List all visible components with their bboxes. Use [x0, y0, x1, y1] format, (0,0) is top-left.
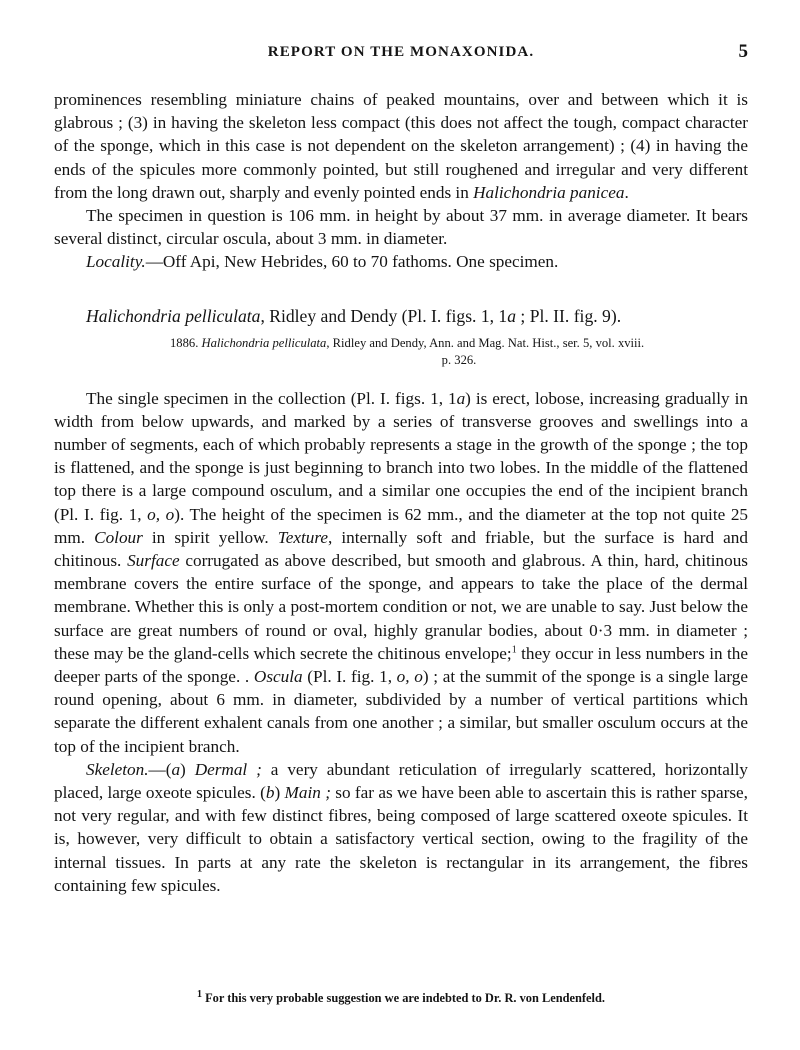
page-number: 5: [738, 41, 748, 62]
desc-s7: they occur in less numbers in the deeper parts of the sponge. .: [54, 643, 748, 687]
species-heading-name: Halichondria pelliculata: [86, 305, 261, 326]
skeleton-label: Skeleton.: [86, 759, 149, 779]
paragraph-specimen-size: The specimen in question is 106 mm. in height by about 37 mm. in average diameter. It bears several distinct, circular oscula, about 3 mm. in diameter.: [54, 206, 748, 249]
paragraph-1-text: prominences resembling miniature chains of peaked mountains, over and between which it is glabrous ; (3) in having the skeleton less compact (this does not affect the tough, compact character of the sponge, which in this case is not dependent on the skeleton arrangement) ; (4) in having the ends of the spicules more commonly pointed, but still roughened and irregular and very different from the long drawn out, sharply and evenly pointed ends in: [54, 90, 748, 202]
paragraph-continuation: [54, 88, 748, 204]
synonymy-page: p. 326.: [441, 352, 477, 367]
paragraph-skeleton: [54, 758, 748, 897]
oscula-label: Oscula: [253, 667, 303, 687]
footnote: [54, 988, 748, 1006]
desc-fig-o-2: o, o: [396, 667, 423, 687]
running-title: REPORT ON THE MONAXONIDA.: [267, 44, 535, 60]
footnote-text: For this very probable suggestion we are indebted to Dr. R. von Lendenfeld.: [202, 991, 605, 1005]
synonymy-citation: [170, 335, 748, 369]
synonymy-year: 1886.: [170, 335, 202, 350]
skel-s1: —(: [148, 759, 172, 779]
footnote-marker: 1: [511, 644, 517, 656]
locality-text: —Off Api, New Hebrides, 60 to 70 fathoms. One specimen.: [145, 252, 559, 272]
synonymy-name: Halichondria pelliculata: [201, 335, 327, 350]
desc-s3: ). The height of the specimen is 62 mm., and the diameter at the top not quite 25 mm.: [54, 504, 749, 547]
skel-a: a: [171, 759, 181, 779]
species-heading-rest: , Ridley and Dendy (Pl. I. figs. 1, 1: [260, 305, 508, 326]
species-name-panicea: Halichondria panicea: [473, 182, 625, 202]
synonymy-rest: , Ridley and Dendy, Ann. and Mag. Nat. Hist., ser. 5, vol. xviii.: [326, 335, 645, 350]
surface-label: Surface: [127, 551, 180, 571]
species-heading-fig-a: a: [507, 305, 517, 326]
skel-s3: a very abundant reticulation of irregularly scattered, horizontally placed, large oxeote spicules. (: [54, 759, 748, 803]
dermal-label: Dermal ;: [194, 759, 262, 779]
desc-s9: ) ; at the summit of the sponge is a single large round opening, about 6 mm. in diameter, subdivided by a number of vertical partitions which separate the different exhalent canals from one another ; a similar, but smaller osculum occurs at the top of the incipient branch.: [54, 667, 749, 756]
paragraph-description: [54, 387, 748, 758]
footnote-number: 1: [197, 988, 203, 1000]
skel-b: b: [265, 783, 275, 803]
running-header: [54, 41, 748, 68]
species-heading-rest-2: ; Pl. II. fig. 9).: [516, 305, 622, 326]
skel-s5: so far as we have been able to ascertain this is rather sparse, not very regular, and with few distinct fibres, being composed of large scattered oxeote spicules. It is, however, very difficult to obtain a satisfactory vertical section, owing to the fragility of the internal tissues. In parts at any rate the skeleton is rectangular in its arrangement, the fibres containing few spicules.: [54, 783, 748, 895]
species-heading: [54, 305, 748, 328]
desc-s6: corrugated as above described, but smooth and glabrous. A thin, hard, chitinous membrane covers the entire surface of the sponge, and appears to take the place of the dermal membrane. Whether this is only a post-mortem condition or not, we are unable to say. Just below the surface are great numbers of round or oval, highly granular bodies, about 0·3 mm. in diameter ; these may be the gland-cells which secrete the chitinous envelope;: [54, 551, 748, 663]
desc-s4: in spirit yellow.: [142, 527, 278, 547]
paragraph-1-end: .: [624, 182, 629, 202]
paragraph-locality: [54, 250, 748, 273]
locality-label: Locality.: [86, 252, 146, 272]
skel-s4: ): [274, 783, 285, 803]
desc-s8: (Pl. I. fig. 1,: [302, 667, 397, 687]
desc-s5: , internally soft and friable, but the surface is hard and chitinous.: [54, 527, 748, 571]
texture-label: Texture: [277, 527, 329, 547]
desc-fig-a: a: [456, 388, 466, 408]
main-label: Main ;: [284, 783, 331, 803]
desc-s2: ) is erect, lobose, increasing gradually in width from below upwards, and marked by a series of transverse grooves and swellings into a number of segments, each of which probably represents a stage in the growth of the sponge ; the top is flattened, and the sponge is just beginning to branch into two lobes. In the middle of the flattened top there is a large compound osculum, and a similar one occupies the end of the incipient branch (Pl. I. fig. 1,: [54, 388, 748, 524]
skel-s2: ): [180, 759, 195, 779]
desc-s1: The single specimen in the collection (Pl. I. figs. 1, 1: [86, 388, 457, 408]
body-text: [54, 88, 748, 897]
colour-label: Colour: [94, 527, 143, 547]
desc-fig-o: o, o: [147, 504, 175, 524]
